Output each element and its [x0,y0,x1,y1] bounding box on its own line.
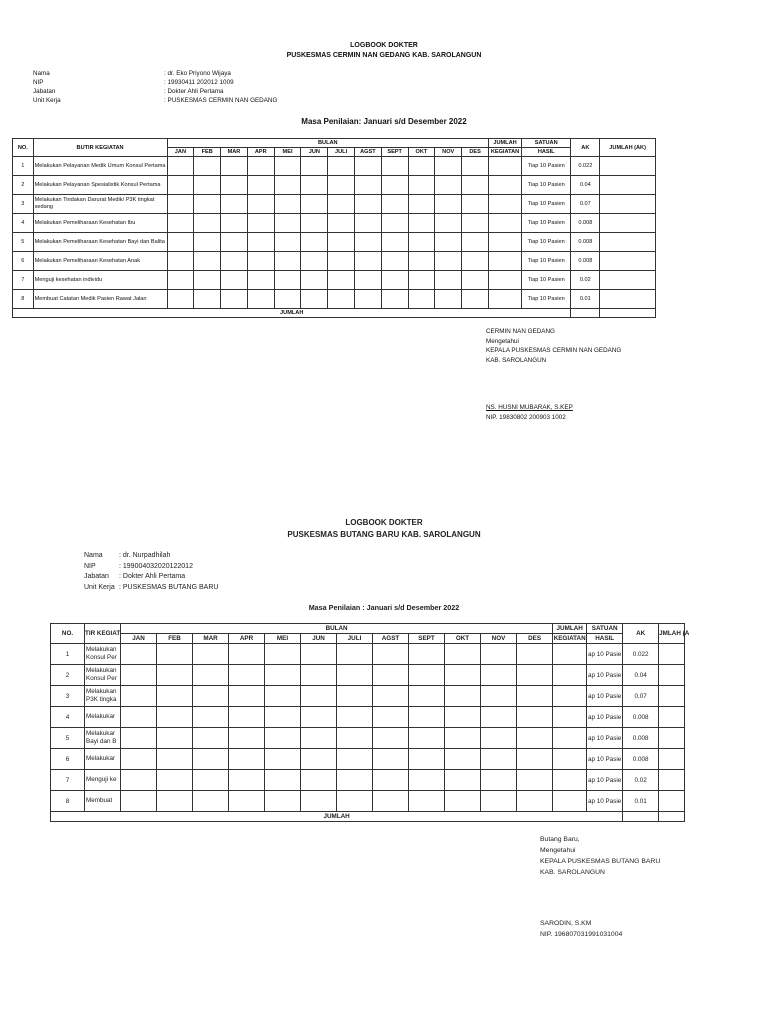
month-cell [229,686,265,707]
month-okt: OKT [445,634,481,644]
month-cell [373,644,409,665]
month-cell [337,665,373,686]
row-satuan-hasil: Tiap 10 Pasien [521,195,570,214]
row-activity: Melakukan P3K tingka [85,686,121,707]
row-activity: Melakukan Pelayanan Spesialistik Konsul Pertama [33,176,167,195]
month-sept: SEPT [381,148,408,157]
header-satuan-hasil-1: SATUAN [587,624,623,634]
row-number: 7 [51,770,85,791]
month-cell [301,749,337,770]
month-cell [157,686,193,707]
month-jun: JUN [301,148,328,157]
header-satuan-hasil-1: SATUAN [521,139,570,148]
header-ak: AK [571,139,600,157]
info-value-nip: : 19930411 202012 1009 [164,79,234,86]
assessment-period: Masa Penilaian : Januari s/d Desember 2022 [308,603,460,612]
info-label-nama: Nama [84,552,103,559]
month-cell [265,791,301,812]
row-satuan-hasil: ap 10 Pasie [587,728,623,749]
jumlah-ak-cell [659,728,685,749]
row-satuan-hasil: Tiap 10 Pasien [521,233,570,252]
month-cell [193,749,229,770]
row-satuan-hasil: ap 10 Pasie [587,707,623,728]
month-cell [301,770,337,791]
row-ak: 0.008 [623,728,659,749]
month-cell [157,749,193,770]
month-cell [373,770,409,791]
month-cell [121,728,157,749]
row-activity: Melakukan Konsul Per [85,644,121,665]
header-satuan-hasil-2: HASIL [521,148,570,157]
jumlah-kegiatan-cell [553,728,587,749]
month-nov: NOV [481,634,517,644]
month-cell [265,728,301,749]
row-number: 2 [51,665,85,686]
row-satuan-hasil: Tiap 10 Pasien [521,176,570,195]
month-cell [157,728,193,749]
info-label-nip: NIP [33,79,44,86]
month-cell [121,644,157,665]
month-cell [157,791,193,812]
row-number: 1 [51,644,85,665]
month-cell [445,644,481,665]
jumlah-ak-cell [659,665,685,686]
row-ak: 0.07 [571,195,600,214]
row-number: 8 [13,290,34,309]
month-cell [409,686,445,707]
month-okt: OKT [408,148,435,157]
month-cell [481,686,517,707]
month-cell [517,644,553,665]
signature-nip: NIP. 196807031991031004 [540,931,623,938]
month-cell [337,749,373,770]
month-jan: JAN [121,634,157,644]
row-activity: Melakukan Pemeliharaan Kesehatan Bayi dan Balita [33,233,167,252]
signature-nip: NIP. 19830802 200903 1002 [486,413,566,421]
month-agst: AGST [373,634,409,644]
header-jumlah-kegiatan-1: JUMLAH [489,139,522,148]
month-cell [409,707,445,728]
signature-place: Butang Baru, [540,836,580,843]
row-activity: Menguji ke [85,770,121,791]
sheet-subtitle: PUSKESMAS CERMIN NAN GEDANG KAB. SAROLANGUN [286,52,482,59]
row-activity: Melakukan Pelayanan Medik Umum Konsul Pertama [33,157,167,176]
month-cell [517,791,553,812]
month-cell [229,791,265,812]
info-value-jabatan: : Dokter Ahli Pertama [164,88,224,95]
signature-position: KEPALA PUSKESMAS CERMIN NAN GEDANG [486,347,622,354]
month-nov: NOV [435,148,462,157]
jumlah-ak-cell [659,770,685,791]
info-value-nip: : 199004032020122012 [119,562,193,570]
month-cell [337,770,373,791]
header-jumlah-kegiatan-2: KEGIATAN [489,148,522,157]
row-activity: Melakukan Konsul Per [85,665,121,686]
month-cell [409,749,445,770]
month-cell [265,665,301,686]
sheet-title: LOGBOOK DOKTER [350,42,418,49]
month-cell [445,686,481,707]
row-number: 2 [13,176,34,195]
row-number: 8 [51,791,85,812]
month-cell [301,665,337,686]
month-cell [301,707,337,728]
row-activity: Melakukan Pemeliharaan Kesehatan Anak [33,252,167,271]
month-cell [445,707,481,728]
row-ak: 0.008 [571,252,600,271]
row-activity: Melakukan Pemeliharaan Kesehatan Ibu [33,214,167,233]
signature-name: NS. HUSNI MUBARAK, S.KEP [486,404,573,411]
month-cell [193,665,229,686]
info-value-unit-kerja: : PUSKESMAS BUTANG BARU [119,583,219,591]
month-cell [373,707,409,728]
month-juli: JULI [328,148,355,157]
month-cell [301,686,337,707]
row-ak: 0.008 [623,707,659,728]
month-cell [409,728,445,749]
month-cell [373,791,409,812]
month-cell [121,791,157,812]
month-cell [229,749,265,770]
row-ak: 0.02 [623,770,659,791]
row-satuan-hasil: ap 10 Pasie [587,791,623,812]
row-activity: Membuat Catatan Medik Pasien Rawat Jalan [33,290,167,309]
month-cell [373,728,409,749]
info-value-nama: : dr. Eko Priyono Wijaya [164,70,231,77]
row-number: 5 [51,728,85,749]
month-jun: JUN [301,634,337,644]
row-number: 6 [13,252,34,271]
row-satuan-hasil: Tiap 10 Pasien [521,214,570,233]
table-row [51,686,685,707]
table-row [51,728,685,749]
month-cell [157,770,193,791]
assessment-period: Masa Penilaian: Januari s/d Desember 2022 [301,117,467,126]
month-cell [373,749,409,770]
signature-name: SARODIN, S.KM [540,920,592,927]
header-butir-kegiatan: BUTIR KEGIATAN [33,139,167,157]
jumlah-ak-cell [659,686,685,707]
table-row [51,749,685,770]
month-cell [157,665,193,686]
month-cell [121,707,157,728]
month-cell [121,686,157,707]
signature-block [540,834,740,940]
month-cell [265,707,301,728]
info-label-jabatan: Jabatan [84,573,109,580]
month-cell [481,707,517,728]
month-feb: FEB [194,148,221,157]
row-ak: 0.008 [571,233,600,252]
row-satuan-hasil: Tiap 10 Pasien [521,157,570,176]
row-satuan-hasil: ap 10 Pasie [587,749,623,770]
header-no: NO. [13,139,34,157]
month-cell [445,770,481,791]
row-number: 4 [51,707,85,728]
info-value-unit-kerja: : PUSKESMAS CERMIN NAN GEDANG [164,97,278,104]
doctor-info [84,551,384,595]
table-row [51,791,685,812]
month-cell [481,728,517,749]
month-mar: MAR [221,148,248,157]
total-row-label: JUMLAH [13,309,571,318]
signature-mengetahui: Mengetahui [486,337,519,345]
month-cell [229,665,265,686]
month-cell [373,665,409,686]
total-row-label: JUMLAH [51,812,623,822]
month-cell [265,770,301,791]
month-cell [337,791,373,812]
month-cell [193,686,229,707]
jumlah-ak-cell [659,707,685,728]
header-bulan: BULAN [167,139,489,148]
month-agst: AGST [354,148,381,157]
table-row [51,644,685,665]
month-cell [229,770,265,791]
month-cell [121,665,157,686]
row-activity: Membuat [85,791,121,812]
month-cell [157,644,193,665]
month-cell [517,707,553,728]
row-ak: 0.07 [623,686,659,707]
row-number: 6 [51,749,85,770]
month-cell [229,707,265,728]
month-jan: JAN [167,148,194,157]
month-cell [265,686,301,707]
month-cell [229,728,265,749]
row-activity: Melakukar [85,749,121,770]
month-apr: APR [229,634,265,644]
jumlah-kegiatan-cell [553,791,587,812]
month-cell [265,644,301,665]
row-ak: 0.008 [623,749,659,770]
row-ak: 0.01 [571,290,600,309]
row-number: 1 [13,157,34,176]
month-cell [517,749,553,770]
month-cell [373,686,409,707]
month-cell [409,791,445,812]
row-satuan-hasil: Tiap 10 Pasien [521,290,570,309]
header-jumlah-ak: JMLAH (A [659,624,685,644]
month-cell [409,665,445,686]
row-satuan-hasil: ap 10 Pasie [587,770,623,791]
table-row [51,665,685,686]
month-cell [409,644,445,665]
month-cell [157,707,193,728]
jumlah-kegiatan-cell [553,707,587,728]
header-jumlah-kegiatan-1: JUMLAH [553,624,587,634]
month-cell [229,644,265,665]
month-cell [445,665,481,686]
activity-rows [51,644,685,812]
month-cell [193,770,229,791]
month-cell [517,770,553,791]
month-cell [337,728,373,749]
month-cell [481,644,517,665]
header-jumlah-ak: JUMLAH (AK) [600,139,656,157]
info-label-nip: NIP [84,562,96,570]
row-satuan-hasil: Tiap 10 Pasien [521,252,570,271]
month-cell [121,770,157,791]
row-ak: 0.022 [623,644,659,665]
month-cell [445,728,481,749]
month-cell [337,644,373,665]
month-feb: FEB [157,634,193,644]
month-cell [301,644,337,665]
row-activity: Menguji kesehatan individu [33,271,167,290]
row-ak: 0.01 [623,791,659,812]
month-des: DES [517,634,553,644]
month-cell [517,728,553,749]
month-cell [517,665,553,686]
month-mei: MEI [265,634,301,644]
row-number: 4 [13,214,34,233]
row-number: 3 [13,195,34,214]
jumlah-kegiatan-cell [553,686,587,707]
row-number: 5 [13,233,34,252]
month-juli: JULI [337,634,373,644]
row-ak: 0.04 [571,176,600,195]
month-cell [193,728,229,749]
info-value-jabatan: : Dokter Ahli Pertama [119,573,186,580]
row-activity: Melakukar Bayi dan B [85,728,121,749]
header-bulan: BULAN [121,624,553,634]
row-number: 7 [13,271,34,290]
table-row [51,770,685,791]
row-activity: Melakukar [85,707,121,728]
month-cell [193,707,229,728]
month-cell [445,749,481,770]
info-label-nama: Nama [33,70,50,77]
header-jumlah-kegiatan-2: KEGIATAN [553,635,586,642]
info-label-unit-kerja: Unit Kerja [84,583,115,591]
table-row [51,707,685,728]
row-satuan-hasil: ap 10 Pasie [587,644,623,665]
month-mar: MAR [193,634,229,644]
month-cell [265,749,301,770]
jumlah-ak-cell [659,749,685,770]
jumlah-ak-cell [659,791,685,812]
row-ak: 0.022 [571,157,600,176]
header-ak: AK [623,624,659,644]
month-apr: APR [247,148,274,157]
jumlah-ak-cell [659,644,685,665]
month-cell [409,770,445,791]
month-cell [337,707,373,728]
header-no: NO. [51,624,85,644]
month-des: DES [462,148,489,157]
sheet-title: LOGBOOK DOKTER [345,518,423,527]
header-butir-kegiatan: TIR KEGIAT [85,624,121,644]
signature-district: KAB. SAROLANGUN [540,869,605,876]
row-ak: 0.04 [623,665,659,686]
row-number: 3 [51,686,85,707]
month-cell [445,791,481,812]
sheet-subtitle: PUSKESMAS BUTANG BARU KAB. SAROLANGUN [287,530,481,539]
total-jumlah-ak-cell [659,812,685,822]
month-sept: SEPT [409,634,445,644]
logbook-table [50,623,690,822]
month-cell [301,728,337,749]
total-ak-cell [623,812,659,822]
month-cell [481,791,517,812]
month-mei: MEI [274,148,301,157]
row-activity: Melakukan Tindakan Darurat Medik/ P3K tingkat sedang [33,195,167,214]
info-label-jabatan: Jabatan [33,88,56,95]
jumlah-kegiatan-cell [553,644,587,665]
row-satuan-hasil: ap 10 Pasie [587,665,623,686]
month-cell [337,686,373,707]
header-satuan-hasil-2: HASIL [587,634,623,644]
month-cell [517,686,553,707]
row-satuan-hasil: ap 10 Pasie [587,686,623,707]
signature-place: CERMIN NAN GEDANG [486,328,555,335]
jumlah-kegiatan-cell [553,665,587,686]
row-ak: 0.008 [571,214,600,233]
month-cell [193,644,229,665]
signature-position: KEPALA PUSKESMAS BUTANG BARU [540,858,661,865]
jumlah-kegiatan-cell [553,770,587,791]
info-value-nama: : dr. Nurpadhilah [119,552,171,559]
signature-district: KAB. SAROLANGUN [486,356,547,364]
month-cell [481,665,517,686]
month-cell [481,770,517,791]
jumlah-kegiatan-cell [553,749,587,770]
month-cell [481,749,517,770]
month-cell [193,791,229,812]
month-cell [121,749,157,770]
row-ak: 0.02 [571,271,600,290]
signature-mengetahui: Mengetahui [540,847,576,854]
row-satuan-hasil: Tiap 10 Pasien [521,271,570,290]
info-label-unit-kerja: Unit Kerja [33,97,61,104]
month-cell [301,791,337,812]
